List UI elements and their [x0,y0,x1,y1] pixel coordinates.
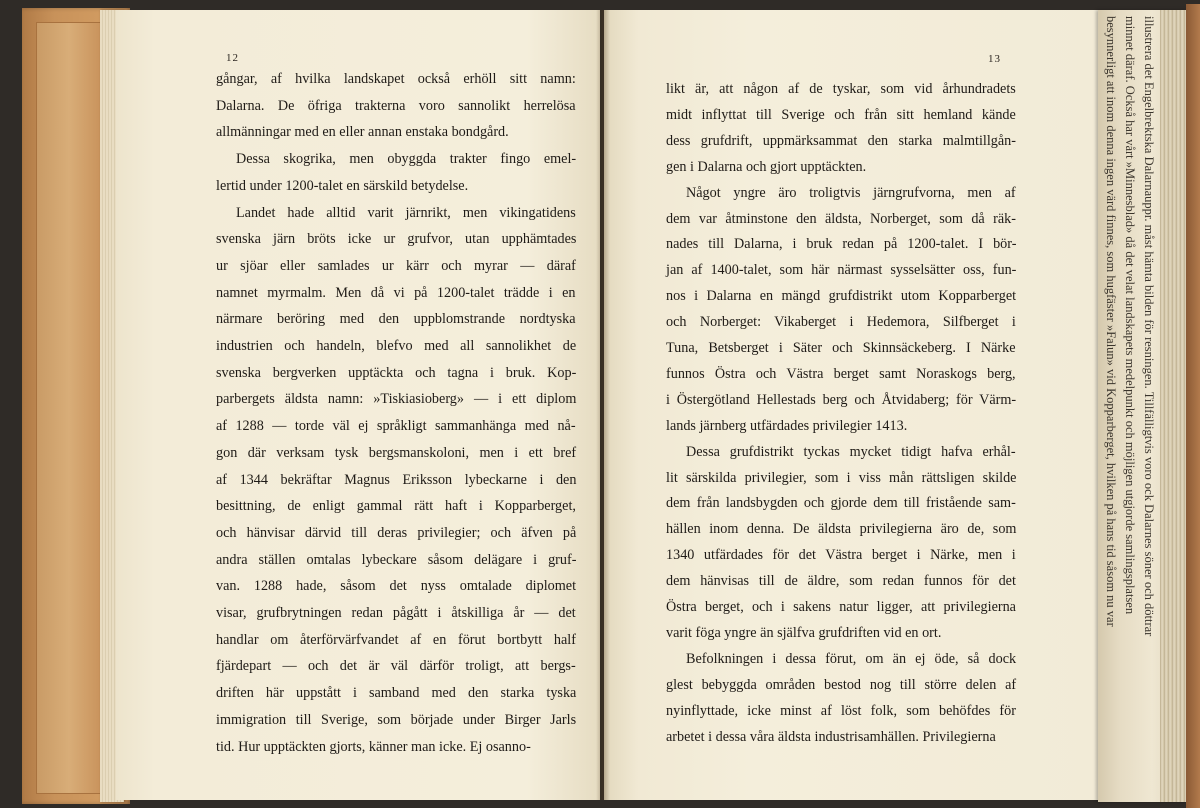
text-line: allmänningar med en eller annan enstaka bondgård. [216,124,509,141]
text-line: Något yngre äro troligtvis järngrufvorna, men af [686,184,1016,201]
text-line: handlar om återförvärfvandet af en förut bortbytt half [216,631,576,648]
text-line: hällen inom denna. De äldsta privilegierna äro de, som [666,521,1017,538]
text-line: Dessa skogrika, men obyggda trakter fingo emel- [236,151,577,168]
text-line: arbetet i dessa våra äldsta industrisamhällen. Privilegierna [666,728,996,745]
text-line: 1340 utfärdades för det Västra berget i Närke, men i [666,547,1016,564]
text-line: Befolkningen i dessa förut, om än ej öde, så dock [686,650,1017,667]
text-line: nos i Dalarna en mängd grufdistrikt utom Kopparberget [666,288,1017,305]
insert-text-line: minnet däraf. Också har vårt »Minnesblad» då det velat landskapets medelpunkt och möjligen utgjorde samlingsplatsen [1123,16,1137,615]
text-line: parbergets äldsta namn: »Tiskiasioberg» — i ett diplom [216,391,577,408]
text-line: fjärdepart — och det är väl därför troligt, att bergs- [216,658,576,675]
right-book-cover [1186,4,1200,808]
text-line: Dalarna. De öfriga trakterna voro sannolikt herrelösa [216,97,576,114]
insert-page-edges [1160,10,1188,802]
text-line: Dessa grufdistrikt tyckas mycket tidigt hafva erhål- [686,443,1016,460]
text-line: jan af 1400-talet, som här närmast sysselsätter oss, fun- [666,262,1017,279]
book-gutter [596,10,610,800]
text-line: lertid under 1200-talet en särskild betydelse. [216,177,469,194]
text-line: dem från landsbygden och gjorde dem till fristående sam- [666,495,1016,512]
text-line: närmare beröring med den uppblomstrande nordtyska [216,311,576,328]
text-line: nyinflyttade, icke minst af löst folk, som behöfdes för [666,702,1016,719]
left-cover-board [36,22,102,794]
text-line: dem var åtminstone den äldsta, Norberget, som då räk- [666,210,1016,227]
left-page-number: 12 [226,52,239,64]
text-line: Tuna, Betsberget i Säter och Skinnsäckeberg. I Närke [666,340,1016,356]
text-line: gon där verksam tysk bergsmanskoloni, men i ett bref [216,444,577,461]
text-line: Östra berget, och i sakens natur ligger, att privilegierna [666,599,1016,615]
text-line: ur sjöar eller samlades ur kärr och myrar — däraf [216,257,576,274]
text-line: af 1288 — torde väl ej språkligt sammanhänga med nå- [216,418,576,435]
insert-text [1102,16,1158,796]
text-line: lands järnberg utfärdades privilegier 1413. [666,417,908,434]
text-line: industrien och handeln, blefvo med all sannolikhet de [216,338,577,354]
text-line: visar, grufbrytningen redan pågått i åtskilliga år — det [216,605,576,621]
text-line: varit föga yngre än själfva grufdriften vid en ort. [666,624,942,641]
text-line: andra ställen omtalas lybeckare såsom delägare i gruf- [216,551,577,568]
text-line: funnos Östra och Västra berget samt Noraskogs berg, [666,365,1016,382]
text-line: lit särskilda privilegier, som i viss mån rättsligen skilde [666,469,1017,486]
insert-text-line: illustrera det Engelbrektska Dalarnauppr. måst hämta bilden för resningen. Tillfälligtvis voro ock Dalarnes söner och döttrar [1142,16,1156,637]
text-line: dess grufdrift, uppmärksammat den starka malmtillgån- [666,132,1016,149]
text-line: tid. Hur upptäckten gjorts, känner man icke. Ej osanno- [216,738,531,755]
text-line: gångar, af hvilka landskapet också erhöll sitt namn: [216,71,576,87]
text-line: och hänvisar därvid till deras privilegier; och äfven på [216,524,577,541]
text-line: glest bebyggda områden bestod nog till större delen af [666,676,1017,693]
text-line: i Östergötland Hellestads berg och Åtvidaberg; för Värm- [666,391,1017,408]
text-line: midt inflyttat till Sverige och från sitt hemland kände [666,106,1016,123]
text-line: besittning, de enligt gammal rätt haft i Kopparberget, [216,498,576,515]
text-line: af 1344 bekräftar Magnus Eriksson lybeckarne i den [216,471,577,488]
text-line: driften här uppstått i samband med den starka tyska [216,685,577,702]
right-page-number: 13 [988,53,1001,65]
insert-text-line: besynnerligt att inom denna ingen värd finnes, som hugfäster »Falun» vid Kopparberget, hvilken på hans tid såsom nu var [1104,16,1118,627]
text-line: nades till Dalarna, i bruk redan på 1200-talet. I bör- [666,236,1017,253]
text-line: Landet hade alltid varit järnrikt, men vikingatidens [236,204,576,221]
text-line: gen i Dalarna och gjort upptäckten. [666,158,867,175]
text-line: immigration till Sverige, som började under Birger Jarls [216,711,577,728]
text-line: likt är, att någon af de tyskar, som vid århundradets [666,81,1016,97]
text-line: svenska järn bröts icke ur grufvor, utan upphämtades [216,231,577,248]
text-line: van. 1288 hade, såsom det nyss omtalade diplomet [216,578,577,595]
text-line: dem hänvisas till de äldre, som redan funnos för det [666,573,1016,590]
text-line: namnet myrmalm. Men då vi på 1200-talet trädde i en [216,284,576,301]
text-line: och Norberget: Vikaberget i Hedemora, Silfberget i [666,314,1016,331]
text-line: svenska bergverken upptäckta och tagna i bruk. Kop- [216,364,577,381]
